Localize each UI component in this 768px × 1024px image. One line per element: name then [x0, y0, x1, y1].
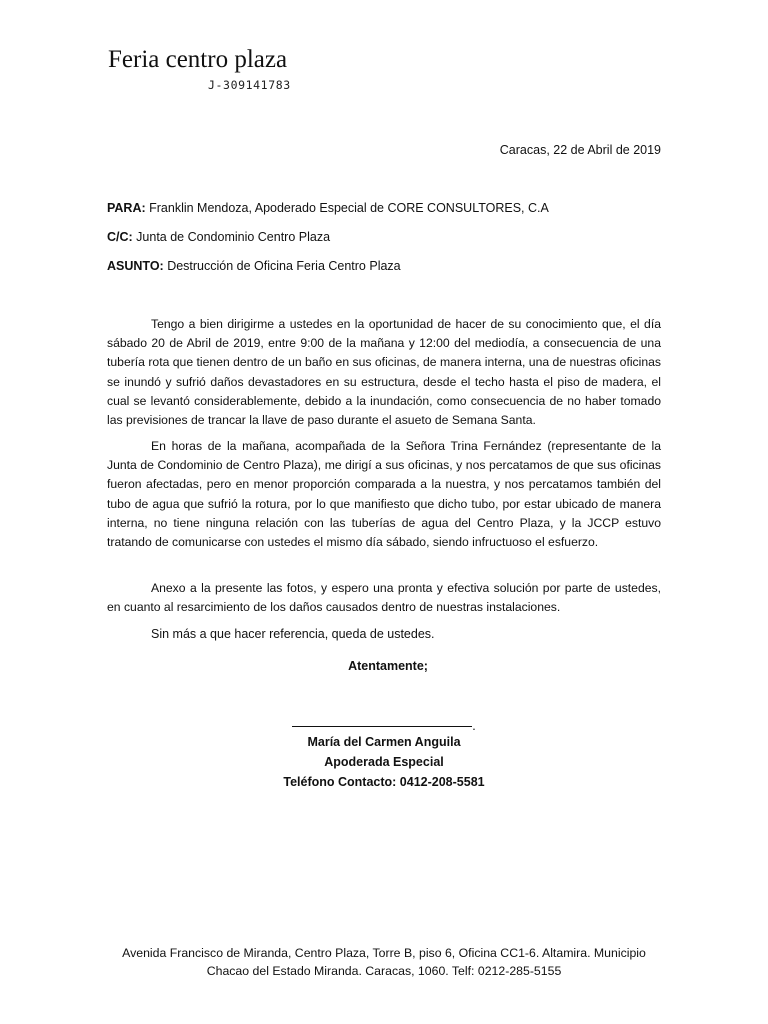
date-line: Caracas, 22 de Abril de 2019 [499, 143, 661, 157]
company-name: Feria centro plaza [108, 46, 288, 73]
signature-line [0, 714, 768, 732]
cc-label: C/C: [107, 230, 133, 244]
signer-phone: Teléfono Contacto: 0412-208-5581 [283, 775, 485, 789]
paragraph-text: Tengo a bien dirigirme a ustedes en la oportunidad de hacer de su conocimiento que, el día sábado 20 de Abril de 2019, entre 9:00 de la mañana y 12:00 del mediodía, a consecuencia de una tubería rota que tienen dentro de un baño en sus oficinas, de manera interna, una de nuestras oficinas se inundó y sufrió daños devastadores en su estructura, desde el techo hasta el piso de madera, el cual se levantó considerablemente, debido a la inundación, como consecuencia de no haber tomado las previsiones de trancar la llave de paso durante el asueto de Semana Santa. [107, 317, 661, 428]
recipient-label: PARA: [107, 201, 146, 215]
cc-field [107, 230, 330, 244]
recipient-value: Franklin Mendoza, Apoderado Especial de CORE CONSULTORES, C.A [145, 201, 549, 215]
body-paragraph-1 [107, 315, 661, 430]
body-paragraph-3 [107, 579, 661, 617]
paragraph-text: Anexo a la presente las fotos, y espero una pronta y efectiva solución por parte de ustedes, en cuanto al resarcimiento de los daños causados dentro de nuestras instalaciones. [107, 581, 661, 615]
subject-label: ASUNTO: [107, 259, 164, 273]
cc-value: Junta de Condominio Centro Plaza [132, 230, 331, 244]
subject-field [107, 259, 401, 273]
company-rif: J-309141783 [208, 78, 291, 92]
body-paragraph-2 [107, 437, 661, 552]
recipient-field [107, 201, 549, 215]
signature-rule [292, 714, 472, 727]
signature-line-end: . [472, 719, 476, 733]
subject-value: Destrucción de Oficina Feria Centro Plaza [163, 259, 401, 273]
footer-line-1: Avenida Francisco de Miranda, Centro Plaza, Torre B, piso 6, Oficina CC1-6. Altamira. Municipio [122, 946, 646, 960]
closing-line: Sin más a que hacer referencia, queda de ustedes. [151, 627, 435, 641]
footer-line-2: Chacao del Estado Miranda. Caracas, 1060. Telf: 0212-285-5155 [206, 964, 562, 978]
footer-address [0, 944, 768, 980]
paragraph-text: En horas de la mañana, acompañada de la Señora Trina Fernández (representante de la Junta de Condominio de Centro Plaza), me dirigí a sus oficinas, y nos percatamos de que sus oficinas fueron afectadas, pero en menor proporción comparada a la nuestra, y nos percatamos también del tubo de agua que sufrió la rotura, por lo que manifiesto que dicho tubo, por estar ubicado de manera interna, no tiene ninguna relación con las tuberías de agua del Centro Plaza, y la JCCP estuvo tratando de comunicarse con ustedes el mismo día sábado, siendo infructuoso el esfuerzo. [107, 439, 661, 550]
signer-role: Apoderada Especial [324, 755, 444, 769]
regards: Atentamente; [348, 659, 428, 673]
signer-name: María del Carmen Anguila [307, 735, 461, 749]
signature-block [0, 714, 768, 792]
